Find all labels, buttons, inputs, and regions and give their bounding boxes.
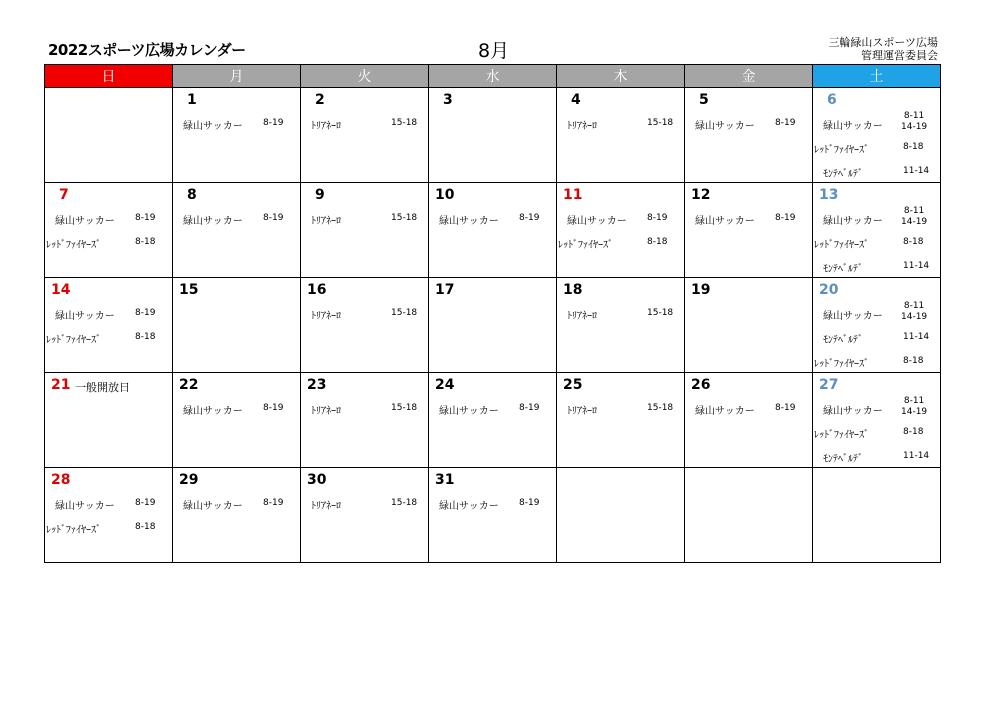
day-cell	[685, 278, 813, 373]
event-entry	[45, 307, 172, 323]
day-cell	[429, 183, 557, 278]
event-name: 緑山サッカー	[55, 311, 115, 322]
event-entry	[685, 402, 812, 418]
event-entry	[557, 212, 684, 228]
day-number: 2	[315, 92, 325, 108]
day-cell	[45, 373, 173, 468]
event-name: ﾄﾘｱﾈｰﾛ	[311, 216, 341, 227]
day-number: 28	[51, 472, 71, 488]
day-cell	[301, 468, 429, 563]
event-name: 緑山サッカー	[823, 311, 883, 322]
event-name: 緑山サッカー	[695, 121, 755, 132]
event-time: 8-19	[519, 403, 540, 413]
event-name: ﾚｯﾄﾞﾌｧｲﾔｰｽﾞ	[814, 145, 869, 156]
event-entry	[301, 307, 428, 323]
day-number: 3	[443, 92, 453, 108]
event-entry	[813, 206, 940, 228]
day-number: 25	[563, 377, 583, 393]
day-number: 21	[51, 377, 71, 393]
event-entry	[813, 450, 940, 466]
event-entry	[429, 497, 556, 513]
day-cell	[301, 183, 429, 278]
day-cell	[45, 278, 173, 373]
day-cell	[301, 373, 429, 468]
day-cell	[557, 88, 685, 183]
event-time: 8-19	[775, 403, 796, 413]
weekday-tue: 火	[301, 65, 429, 88]
day-number: 13	[819, 187, 839, 203]
day-number: 23	[307, 377, 327, 393]
event-entry	[301, 497, 428, 513]
day-number: 11	[563, 187, 583, 203]
day-number: 14	[51, 282, 71, 298]
event-entry	[813, 141, 940, 157]
event-time: 8-19	[135, 308, 156, 318]
event-entry	[173, 402, 300, 418]
event-time: 8-18	[903, 237, 924, 247]
day-cell	[685, 183, 813, 278]
day-cell	[813, 183, 941, 278]
day-number: 22	[179, 377, 199, 393]
day-number: 31	[435, 472, 455, 488]
day-number: 18	[563, 282, 583, 298]
day-number: 6	[827, 92, 837, 108]
event-time: 11-14	[903, 451, 930, 461]
event-name: ﾄﾘｱﾈｰﾛ	[567, 406, 597, 417]
organizer-line-2: 管理運営委員会	[861, 49, 938, 62]
event-entry	[813, 331, 940, 347]
event-time: 8-18	[647, 237, 668, 247]
day-number: 10	[435, 187, 455, 203]
event-name: 緑山サッカー	[183, 216, 243, 227]
event-entry	[813, 396, 940, 418]
week-row	[45, 278, 941, 373]
event-entry	[557, 117, 684, 133]
event-time: 8-19	[135, 498, 156, 508]
event-time: 15-18	[391, 118, 418, 128]
weekday-sat: 土	[813, 65, 941, 88]
event-time-second: 14-19	[901, 122, 928, 132]
day-number: 12	[691, 187, 711, 203]
weekday-wed: 水	[429, 65, 557, 88]
day-note: 一般開放日	[75, 381, 130, 394]
day-cell	[429, 278, 557, 373]
day-number: 7	[59, 187, 69, 203]
event-name: 緑山サッカー	[183, 501, 243, 512]
event-entry	[685, 212, 812, 228]
event-entry	[429, 402, 556, 418]
event-entry	[813, 260, 940, 276]
event-time-second: 14-19	[901, 217, 928, 227]
event-name: ﾚｯﾄﾞﾌｧｲﾔｰｽﾞ	[46, 335, 101, 346]
event-entry	[813, 355, 940, 371]
day-cell	[173, 468, 301, 563]
event-entry	[173, 497, 300, 513]
week-row	[45, 88, 941, 183]
organizer	[828, 36, 938, 62]
event-time-first: 8-11	[903, 111, 925, 121]
weekday-thu: 木	[557, 65, 685, 88]
day-number: 9	[315, 187, 325, 203]
event-time: 15-18	[391, 403, 418, 413]
week-row	[45, 468, 941, 563]
event-name: ﾚｯﾄﾞﾌｧｲﾔｰｽﾞ	[558, 240, 613, 251]
event-time: 8-19	[647, 213, 668, 223]
event-name: 緑山サッカー	[695, 216, 755, 227]
event-entry	[813, 301, 940, 323]
event-entry	[557, 402, 684, 418]
calendar-body	[45, 88, 941, 563]
event-name: ﾚｯﾄﾞﾌｧｲﾔｰｽﾞ	[46, 525, 101, 536]
event-entry	[685, 117, 812, 133]
event-time: 8-19	[519, 498, 540, 508]
organizer-line-1: 三輪緑山スポーツ広場	[828, 36, 938, 49]
day-number: 15	[179, 282, 199, 298]
event-name: 緑山サッカー	[183, 121, 243, 132]
weekday-mon: 月	[173, 65, 301, 88]
event-time: 11-14	[903, 261, 930, 271]
event-name: 緑山サッカー	[439, 216, 499, 227]
calendar-grid	[44, 64, 941, 563]
day-cell	[557, 373, 685, 468]
weekday-sun: 日	[45, 65, 173, 88]
event-entry	[45, 497, 172, 513]
event-time: 8-19	[775, 213, 796, 223]
event-entry	[813, 111, 940, 133]
day-number: 8	[187, 187, 197, 203]
event-time-second: 14-19	[901, 312, 928, 322]
event-time	[901, 396, 927, 418]
event-entry	[301, 117, 428, 133]
event-time: 8-19	[775, 118, 796, 128]
event-time: 8-18	[903, 356, 924, 366]
day-cell	[173, 278, 301, 373]
event-name: 緑山サッカー	[55, 501, 115, 512]
event-entry	[301, 212, 428, 228]
event-time	[901, 206, 927, 228]
day-number: 5	[699, 92, 709, 108]
event-time: 8-18	[135, 332, 156, 342]
event-time	[901, 301, 927, 323]
event-entry	[45, 236, 172, 252]
day-cell	[685, 468, 813, 563]
event-time: 8-19	[519, 213, 540, 223]
event-name: ﾚｯﾄﾞﾌｧｲﾔｰｽﾞ	[814, 430, 869, 441]
day-cell	[173, 183, 301, 278]
weekday-fri: 金	[685, 65, 813, 88]
event-entry	[557, 236, 684, 252]
day-cell	[557, 468, 685, 563]
event-time: 8-19	[263, 403, 284, 413]
day-number: 27	[819, 377, 839, 393]
day-cell	[429, 468, 557, 563]
event-time: 11-14	[903, 332, 930, 342]
day-cell	[813, 373, 941, 468]
event-name: ﾚｯﾄﾞﾌｧｲﾔｰｽﾞ	[814, 240, 869, 251]
day-number: 19	[691, 282, 711, 298]
event-name: ﾓﾝﾃﾍﾞﾙﾃﾞ	[823, 335, 863, 346]
day-cell	[173, 373, 301, 468]
event-time-first: 8-11	[903, 206, 925, 216]
event-name: ﾚｯﾄﾞﾌｧｲﾔｰｽﾞ	[46, 240, 101, 251]
event-time-first: 8-11	[903, 396, 925, 406]
day-cell	[429, 373, 557, 468]
day-cell	[685, 88, 813, 183]
event-time: 8-19	[263, 118, 284, 128]
event-entry	[813, 236, 940, 252]
calendar-title: 2022スポーツ広場カレンダー	[48, 41, 246, 59]
week-row	[45, 183, 941, 278]
event-time: 15-18	[391, 498, 418, 508]
event-time: 15-18	[647, 118, 674, 128]
event-name: 緑山サッカー	[823, 406, 883, 417]
event-name: 緑山サッカー	[439, 406, 499, 417]
event-name: 緑山サッカー	[567, 216, 627, 227]
event-time: 8-18	[135, 237, 156, 247]
day-cell	[301, 278, 429, 373]
event-time-second: 14-19	[901, 407, 928, 417]
event-name: 緑山サッカー	[439, 501, 499, 512]
event-time: 8-18	[135, 522, 156, 532]
event-time: 8-19	[263, 498, 284, 508]
event-name: 緑山サッカー	[823, 216, 883, 227]
day-number: 29	[179, 472, 199, 488]
event-time: 15-18	[647, 403, 674, 413]
event-time: 11-14	[903, 166, 930, 176]
event-time-first: 8-11	[903, 301, 925, 311]
event-entry	[813, 165, 940, 181]
event-entry	[557, 307, 684, 323]
day-cell	[301, 88, 429, 183]
event-name: 緑山サッカー	[183, 406, 243, 417]
day-cell	[813, 278, 941, 373]
day-cell	[45, 468, 173, 563]
day-number: 16	[307, 282, 327, 298]
event-name: 緑山サッカー	[55, 216, 115, 227]
day-number: 20	[819, 282, 839, 298]
event-entry	[429, 212, 556, 228]
day-cell	[685, 373, 813, 468]
event-entry	[45, 521, 172, 537]
day-cell	[429, 88, 557, 183]
event-time: 8-18	[903, 427, 924, 437]
event-name: ﾚｯﾄﾞﾌｧｲﾔｰｽﾞ	[814, 359, 869, 370]
day-cell	[557, 183, 685, 278]
week-row	[45, 373, 941, 468]
month-label: 8月	[478, 40, 510, 62]
event-time	[901, 111, 927, 133]
day-cell	[173, 88, 301, 183]
day-cell	[557, 278, 685, 373]
day-number: 1	[187, 92, 197, 108]
event-name: ﾄﾘｱﾈｰﾛ	[311, 121, 341, 132]
event-name: 緑山サッカー	[695, 406, 755, 417]
event-name: ﾄﾘｱﾈｰﾛ	[311, 501, 341, 512]
day-cell	[813, 468, 941, 563]
day-cell	[813, 88, 941, 183]
day-number: 30	[307, 472, 327, 488]
day-number: 4	[571, 92, 581, 108]
event-entry	[813, 426, 940, 442]
day-number: 26	[691, 377, 711, 393]
event-time: 8-18	[903, 142, 924, 152]
event-time: 15-18	[391, 308, 418, 318]
day-number: 24	[435, 377, 455, 393]
event-name: ﾄﾘｱﾈｰﾛ	[311, 406, 341, 417]
day-cell	[45, 183, 173, 278]
event-time: 8-19	[263, 213, 284, 223]
event-entry	[45, 212, 172, 228]
event-time: 15-18	[647, 308, 674, 318]
event-name: 緑山サッカー	[823, 121, 883, 132]
event-time: 8-19	[135, 213, 156, 223]
event-name: ﾓﾝﾃﾍﾞﾙﾃﾞ	[823, 264, 863, 275]
event-name: ﾄﾘｱﾈｰﾛ	[567, 121, 597, 132]
weekday-header-row	[45, 65, 941, 88]
event-entry	[173, 212, 300, 228]
event-name: ﾄﾘｱﾈｰﾛ	[567, 311, 597, 322]
event-name: ﾓﾝﾃﾍﾞﾙﾃﾞ	[823, 169, 863, 180]
day-cell	[45, 88, 173, 183]
event-entry	[45, 331, 172, 347]
event-time: 15-18	[391, 213, 418, 223]
event-entry	[173, 117, 300, 133]
event-name: ﾄﾘｱﾈｰﾛ	[311, 311, 341, 322]
event-name: ﾓﾝﾃﾍﾞﾙﾃﾞ	[823, 454, 863, 465]
event-entry	[301, 402, 428, 418]
day-number: 17	[435, 282, 455, 298]
